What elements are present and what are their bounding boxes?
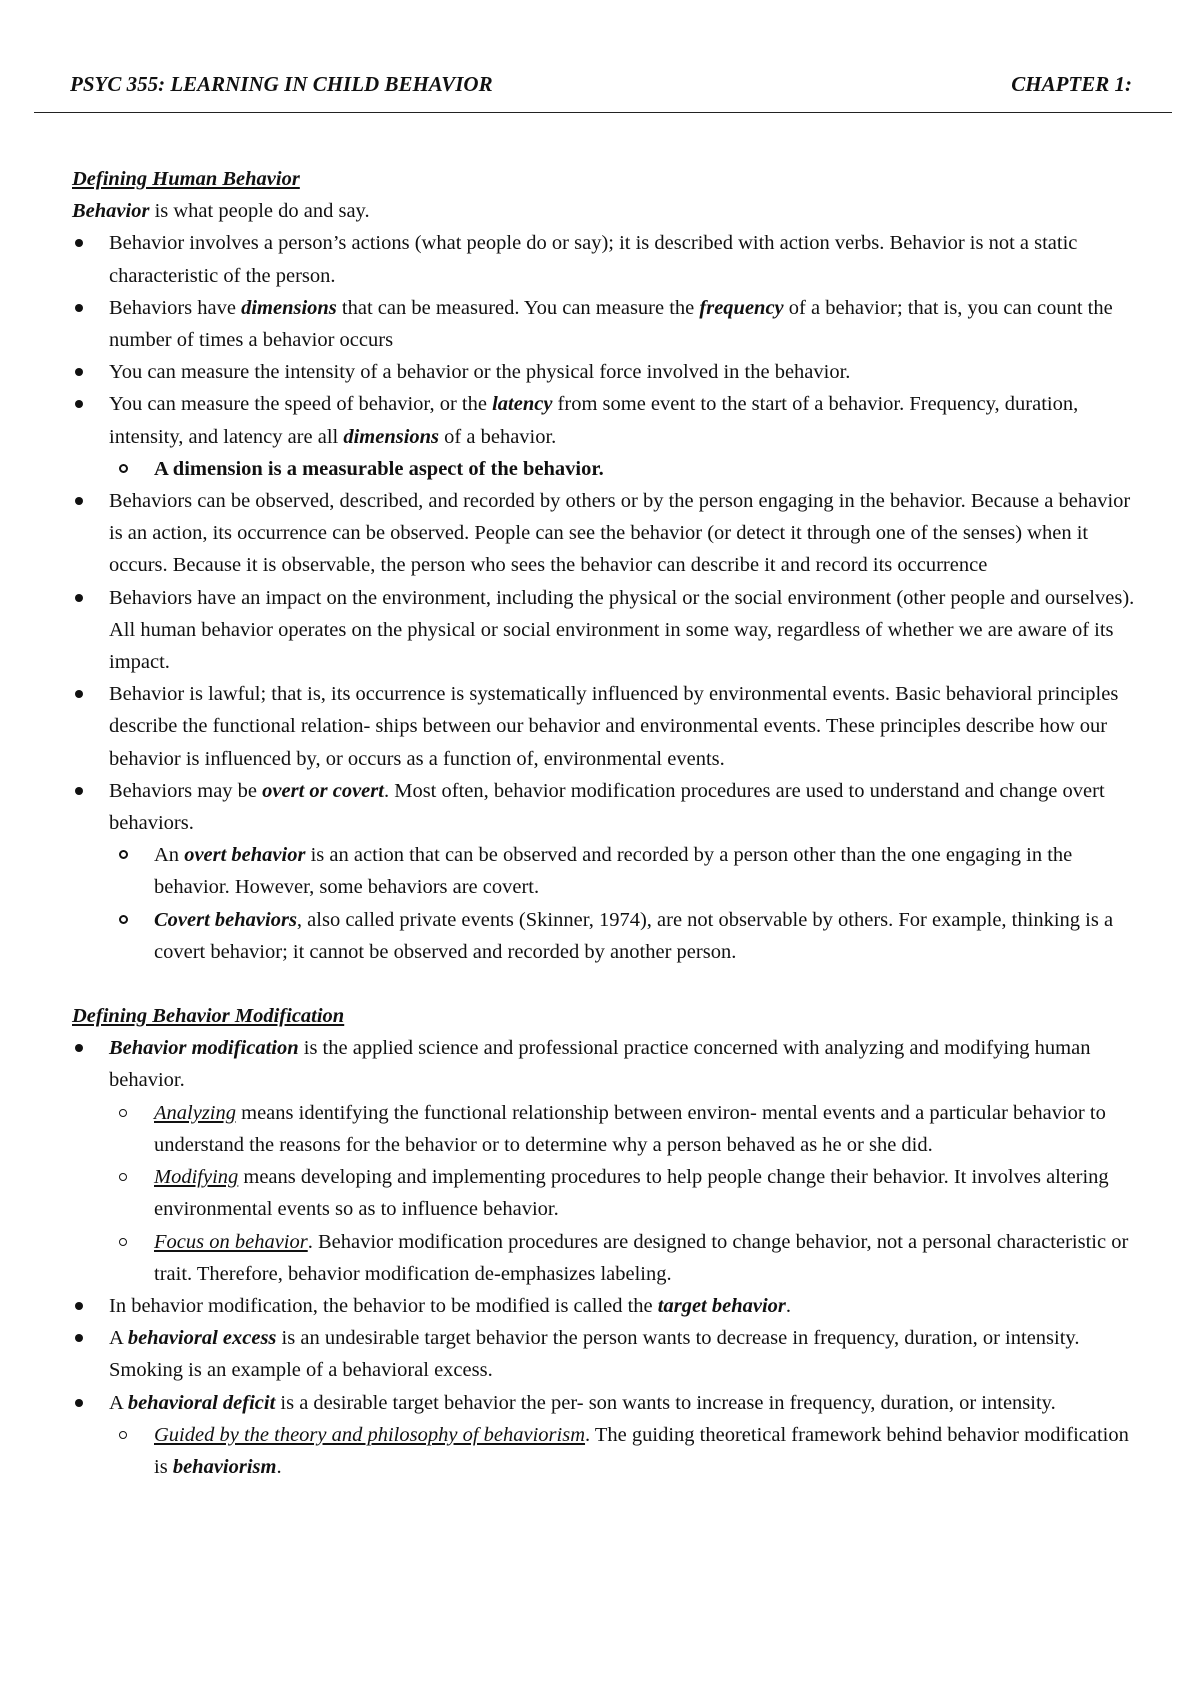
bullet-icon [75, 787, 83, 795]
list-item: In behavior modification, the behavior to be modified is called the target behavior. [72, 1290, 1142, 1322]
sub-list-item: An overt behavior is an action that can be observed and recorded by a person other than the one engaging in the behavior. However, some behaviors are covert. [72, 839, 1142, 903]
list-item: Behavior modification is the applied science and professional practice concerned with analyzing and modifying human behavior. [72, 1032, 1142, 1096]
document-body [72, 163, 1142, 1483]
bullet-icon [75, 239, 83, 247]
bullet-icon [75, 304, 83, 312]
bullet-icon [75, 1044, 83, 1052]
term-guided-by-behaviorism: Guided by the theory and philosophy of behaviorism [154, 1423, 586, 1446]
term-behavioral-excess: behavioral excess [127, 1327, 277, 1350]
hollow-bullet-icon [119, 1238, 127, 1246]
hollow-bullet-icon [119, 1431, 127, 1439]
hollow-bullet-icon [119, 464, 128, 473]
bullet-list-human-behavior [72, 227, 1142, 968]
term-behaviorism: behaviorism [172, 1455, 277, 1478]
bullet-list-behavior-modification [72, 1032, 1142, 1483]
sub-list-item: Modifying means developing and implementing procedures to help people change their behavior. It involves altering environmental events so as to influence behavior. [72, 1161, 1142, 1225]
sub-list-item: Focus on behavior. Behavior modification procedures are designed to change behavior, not a personal characteristic or trait. Therefore, behavior modification de-emphasizes labeling. [72, 1226, 1142, 1290]
bullet-icon [75, 1399, 83, 1407]
term-dimensions: dimensions [343, 425, 440, 448]
term-behavior: Behavior [72, 200, 150, 223]
page-header [34, 72, 1172, 113]
hollow-bullet-icon [119, 1109, 127, 1117]
term-focus-on-behavior: Focus on behavior [154, 1230, 308, 1253]
term-overt-or-covert: overt or covert [262, 779, 384, 802]
list-item: You can measure the intensity of a behavior or the physical force involved in the behavior. [72, 356, 1142, 388]
sub-list-item: Guided by the theory and philosophy of behaviorism. The guiding theoretical framework behind behavior modification is behaviorism. [72, 1419, 1142, 1483]
sub-list-item: Analyzing means identifying the functional relationship between environ- mental events and a particular behavior to understand the reasons for the behavior or to determine why a person behaved as he or she did. [72, 1097, 1142, 1161]
list-item: You can measure the speed of behavior, or the latency from some event to the start of a behavior. Frequency, duration, intensity, and latency are all dimensions of a behavior. [72, 388, 1142, 452]
hollow-bullet-icon [119, 915, 128, 924]
bullet-icon [75, 368, 83, 376]
behavior-definition: Behavior is what people do and say. [72, 200, 370, 223]
hollow-bullet-icon [119, 850, 128, 859]
term-dimensions: dimensions [241, 296, 337, 319]
term-frequency: frequency [699, 296, 784, 319]
section-title-behavior-modification: Defining Behavior Modification [72, 1005, 345, 1028]
sub-list-item: Covert behaviors, also called private events (Skinner, 1974), are not observable by others. For example, thinking is a covert behavior; it cannot be observed and recorded by another person. [72, 904, 1142, 968]
course-title: PSYC 355: LEARNING IN CHILD BEHAVIOR [70, 72, 493, 96]
list-item: Behaviors may be overt or covert. Most often, behavior modification procedures are used to understand and change overt behaviors. [72, 775, 1142, 839]
term-analyzing: Analyzing [154, 1101, 236, 1124]
list-item: Behaviors can be observed, described, and recorded by others or by the person engaging in the behavior. Because a behavior is an action, its occurrence can be observed. People can see the behavior (or detect it through one of the senses) when it occurs. Because it is observable, the person who sees the behavior can describe it and record its occurrence [72, 485, 1142, 582]
hollow-bullet-icon [119, 1173, 127, 1181]
list-item: A behavioral deficit is a desirable target behavior the per- son wants to increase in frequency, duration, or intensity. [72, 1387, 1142, 1419]
term-modifying: Modifying [154, 1166, 239, 1189]
list-item: Behaviors have dimensions that can be measured. You can measure the frequency of a behavior; that is, you can count the number of times a behavior occurs [72, 292, 1142, 356]
bullet-icon [75, 497, 83, 505]
list-item: Behavior is lawful; that is, its occurrence is systematically influenced by environmental events. Basic behavioral principles describe the functional relation- ships between our behavior and environmental events. These principles describe how our behavior is influenced by, or occurs as a function of, environmental events. [72, 678, 1142, 775]
term-latency: latency [492, 393, 553, 416]
section-title-human-behavior: Defining Human Behavior [72, 168, 300, 190]
term-target-behavior: target behavior [657, 1294, 786, 1317]
bullet-icon [75, 1302, 83, 1310]
term-behavioral-deficit: behavioral deficit [127, 1391, 276, 1414]
bullet-icon [75, 594, 83, 602]
list-item: A behavioral excess is an undesirable target behavior the person wants to decrease in frequency, duration, or intensity. Smoking is an example of a behavioral excess. [72, 1322, 1142, 1386]
list-item: Behaviors have an impact on the environment, including the physical or the social environment (other people and ourselves). All human behavior operates on the physical or social environment in some way, regardless of whether we are aware of its impact. [72, 582, 1142, 679]
bullet-icon [75, 690, 83, 698]
chapter-label: CHAPTER 1: [1011, 72, 1132, 96]
term-overt-behavior: overt behavior [184, 844, 306, 867]
term-covert-behaviors: Covert behaviors [154, 908, 297, 931]
bullet-icon [75, 1334, 83, 1342]
sub-list-item: A dimension is a measurable aspect of the behavior. [72, 453, 1142, 485]
term-behavior-modification: Behavior modification [109, 1037, 299, 1060]
list-item: Behavior involves a person’s actions (what people do or say); it is described with action verbs. Behavior is not a static characteristic of the person. [72, 227, 1142, 291]
bullet-icon [75, 400, 83, 408]
